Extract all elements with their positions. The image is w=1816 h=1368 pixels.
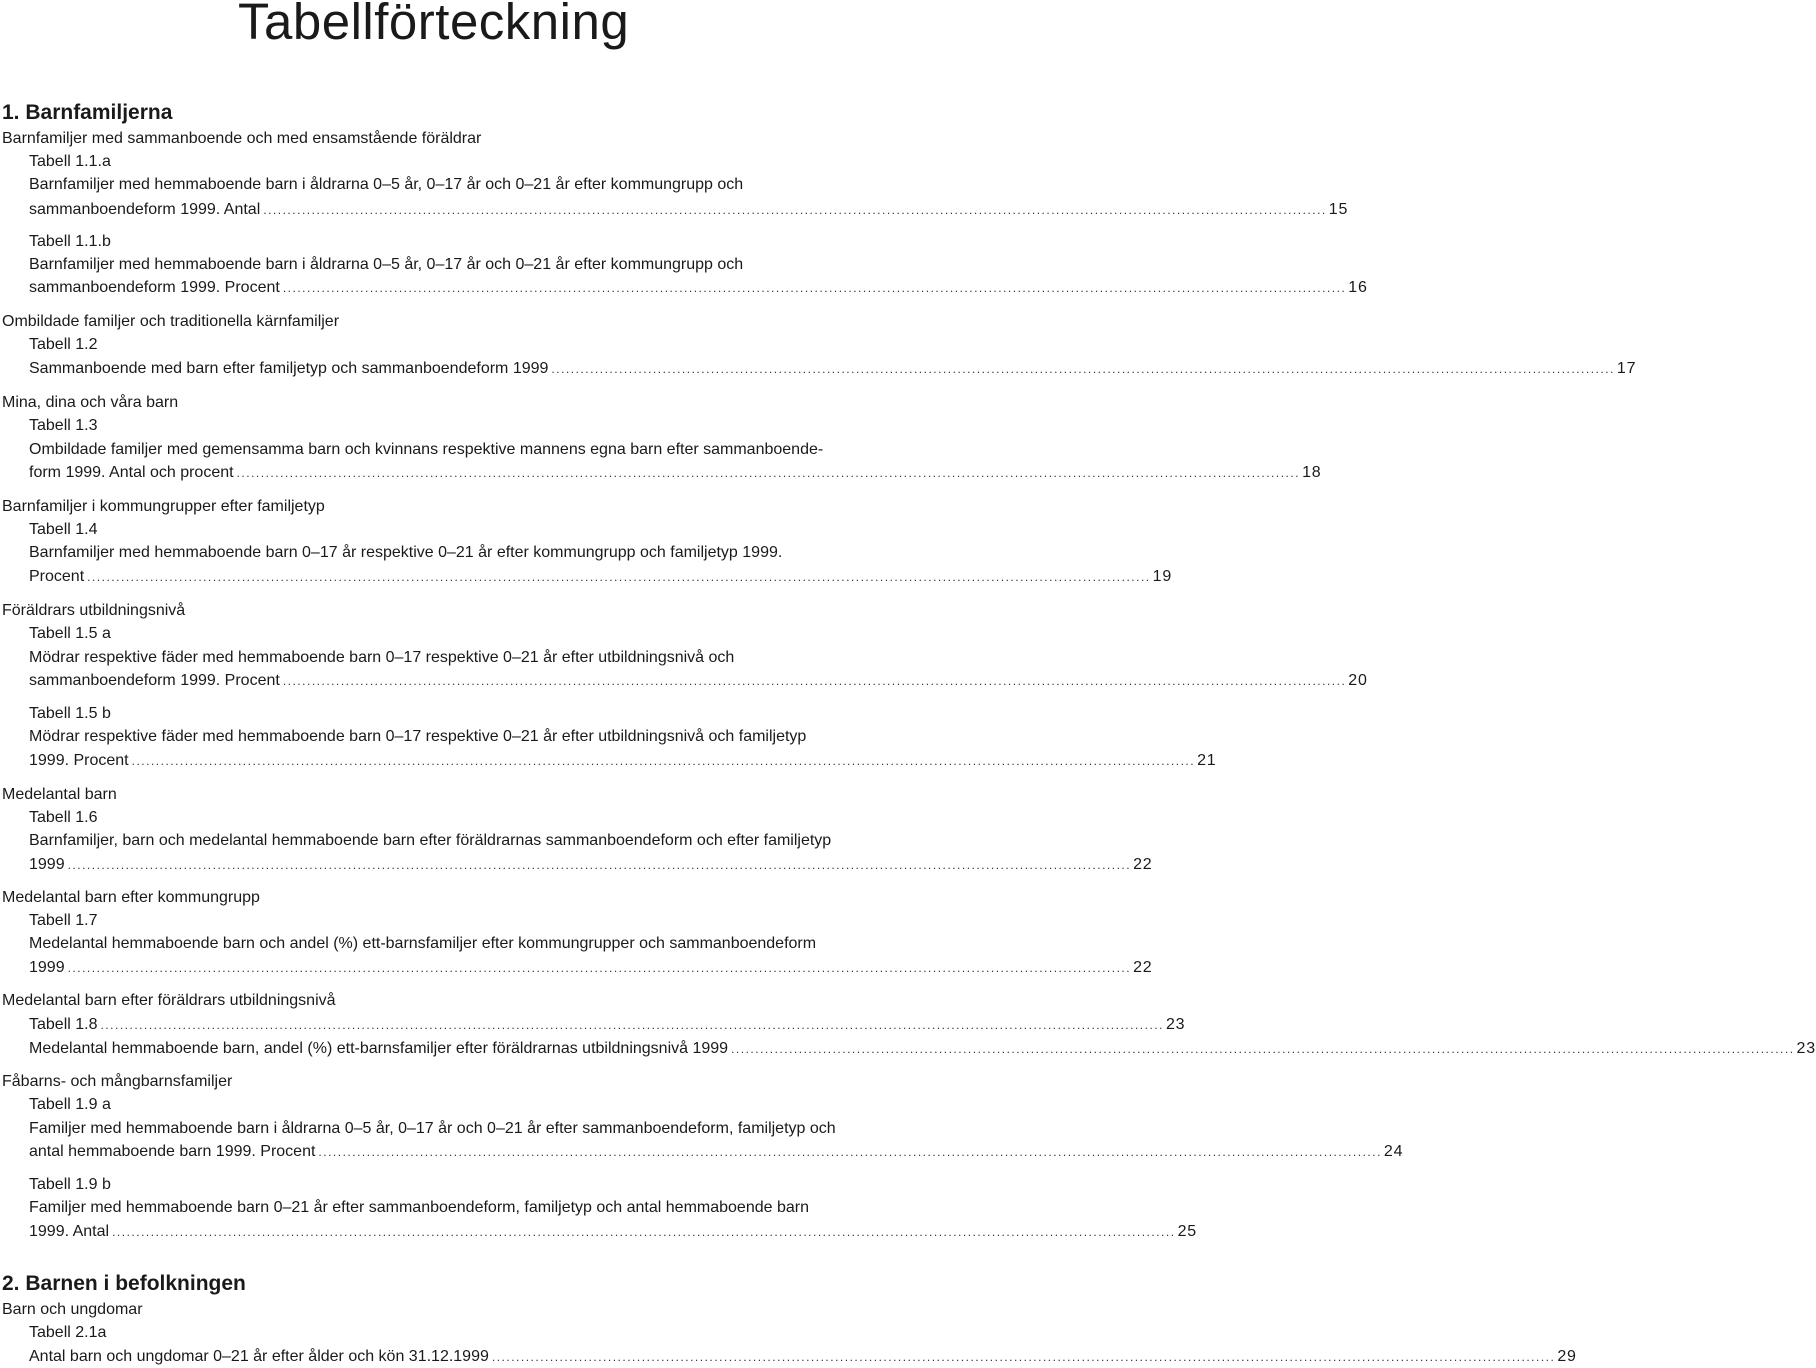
entry-title-line: Familjer med hemmaboende barn i åldrarna 0–5 år, 0–17 år och 0–21 år efter sammanboendeform, familjetyp och	[29, 1120, 836, 1137]
dot-leader: ............................................................................................................................................................................................................................	[131, 754, 1196, 768]
table-number: Tabell 1.5 b	[29, 705, 111, 722]
page-number: 24	[1383, 1143, 1404, 1160]
toc-entry-row[interactable]	[29, 278, 1368, 298]
group-label: Barnfamiljer i kommungrupper efter familjetyp	[2, 498, 325, 515]
group-label: Mina, dina och våra barn	[2, 394, 179, 411]
page-number: 23	[1796, 1040, 1816, 1057]
section-heading: 2. Barnen i befolkningen	[2, 1272, 246, 1295]
group-label: Medelantal barn efter föräldrars utbildningsnivå	[2, 992, 336, 1009]
table-number: Tabell 1.5 a	[29, 625, 111, 642]
table-number: Tabell 1.9 a	[29, 1096, 111, 1113]
entry-title: Procent	[29, 568, 85, 585]
table-number: Tabell 2.1a	[29, 1324, 107, 1341]
entry-title: Antal barn och ungdomar 0–21 år efter ålder och kön 31.12.1999	[29, 1348, 489, 1365]
group-label: Medelantal barn	[2, 786, 117, 803]
table-number: Tabell 1.6	[29, 809, 98, 826]
dot-leader: ............................................................................................................................................................................................................................	[318, 1145, 1382, 1159]
group-label: Föräldrars utbildningsnivå	[2, 602, 186, 619]
page-number: 15	[1328, 201, 1349, 218]
group-label: Ombildade familjer och traditionella kärnfamiljer	[2, 313, 340, 330]
toc-entry-row[interactable]	[29, 671, 1368, 691]
entry-title: Tabell 1.8	[29, 1016, 98, 1033]
dot-leader: ............................................................................................................................................................................................................................	[282, 674, 1347, 688]
page-number: 29	[1557, 1348, 1577, 1365]
dot-leader: ............................................................................................................................................................................................................................	[491, 1350, 1556, 1364]
dot-leader: ............................................................................................................................................................................................................................	[551, 362, 1615, 376]
toc-entry-row[interactable]	[29, 463, 1322, 483]
toc-entry-row[interactable]	[29, 958, 1153, 978]
dot-leader: ............................................................................................................................................................................................................................	[67, 961, 1132, 975]
dot-leader: ............................................................................................................................................................................................................................	[282, 281, 1347, 295]
page-number: 21	[1197, 752, 1217, 769]
toc-entry-row[interactable]	[29, 855, 1153, 875]
section-heading: 1. Barnfamiljerna	[2, 101, 173, 124]
entry-title-line: Ombildade familjer med gemensamma barn och kvinnans respektive mannens egna barn efter sammanboende-	[29, 441, 824, 458]
entry-title: form 1999. Antal och procent	[29, 464, 234, 481]
table-number: Tabell 1.1.b	[29, 233, 111, 250]
group-label: Fåbarns- och mångbarnsfamiljer	[2, 1073, 233, 1090]
entry-title: 1999	[29, 856, 65, 873]
toc-entry-row[interactable]	[29, 1222, 1197, 1242]
entry-title-line: Barnfamiljer med hemmaboende barn i åldrarna 0–5 år, 0–17 år och 0–21 år efter kommungrupp och	[29, 256, 744, 273]
page-title: Tabellförteckning	[238, 0, 630, 50]
dot-leader: ............................................................................................................................................................................................................................	[731, 1042, 1795, 1056]
group-label: Barn och ungdomar	[2, 1301, 143, 1318]
group-label: Medelantal barn efter kommungrupp	[2, 889, 260, 906]
page-number: 20	[1348, 672, 1368, 689]
table-number: Tabell 1.9 b	[29, 1176, 111, 1193]
page-number: 23	[1165, 1016, 1186, 1033]
toc-entry-row[interactable]	[29, 751, 1217, 771]
entry-title-line: Barnfamiljer, barn och medelantal hemmaboende barn efter föräldrarnas sammanboendeform och efter familjetyp	[29, 832, 832, 849]
entry-title: sammanboendeform 1999. Procent	[29, 279, 280, 296]
page-number: 19	[1152, 568, 1173, 585]
entry-title: sammanboendeform 1999. Antal	[29, 201, 261, 218]
entry-title-line: Barnfamiljer med hemmaboende barn i åldrarna 0–5 år, 0–17 år och 0–21 år efter kommungrupp och	[29, 176, 744, 193]
entry-title: antal hemmaboende barn 1999. Procent	[29, 1143, 316, 1160]
entry-title-line: Barnfamiljer med hemmaboende barn 0–17 år respektive 0–21 år efter kommungrupp och familjetyp 1999.	[29, 544, 783, 561]
entry-title: Sammanboende med barn efter familjetyp och sammanboendeform 1999	[29, 360, 549, 377]
toc-entry-row[interactable]	[29, 1015, 1186, 1035]
group-label: Barnfamiljer med sammanboende och med ensamstående föräldrar	[2, 130, 482, 147]
entry-title-line: Mödrar respektive fäder med hemmaboende barn 0–17 respektive 0–21 år efter utbildningsnivå och	[29, 649, 735, 666]
entry-title: sammanboendeform 1999. Procent	[29, 672, 280, 689]
page-number: 22	[1133, 959, 1153, 976]
page-number: 18	[1302, 464, 1322, 481]
toc-entry-row[interactable]	[29, 1142, 1404, 1162]
page-number: 22	[1133, 856, 1153, 873]
table-number: Tabell 1.2	[29, 336, 98, 353]
page-number: 25	[1177, 1223, 1197, 1240]
dot-leader: ............................................................................................................................................................................................................................	[87, 570, 1151, 584]
toc-entry-row[interactable]	[29, 1039, 1816, 1059]
entry-title-line: Familjer med hemmaboende barn 0–21 år efter sammanboendeform, familjetyp och antal hemmaboende barn	[29, 1199, 809, 1216]
table-number: Tabell 1.7	[29, 912, 98, 929]
toc-entry-row[interactable]	[29, 567, 1173, 587]
entry-title-line: Mödrar respektive fäder med hemmaboende barn 0–17 respektive 0–21 år efter utbildningsnivå och familjetyp	[29, 728, 807, 745]
toc-entry-row[interactable]	[29, 200, 1349, 220]
dot-leader: ............................................................................................................................................................................................................................	[112, 1225, 1176, 1239]
dot-leader: ............................................................................................................................................................................................................................	[236, 466, 1301, 480]
dot-leader: ............................................................................................................................................................................................................................	[100, 1018, 1164, 1032]
table-number: Tabell 1.1.a	[29, 153, 111, 170]
page-number: 17	[1616, 360, 1637, 377]
entry-title-line: Medelantal hemmaboende barn och andel (%) ett-barnsfamiljer efter kommungrupper och sammanboendeform	[29, 935, 817, 952]
table-number: Tabell 1.4	[29, 521, 98, 538]
toc-entry-row[interactable]	[29, 1347, 1577, 1367]
entry-title: 1999. Procent	[29, 752, 129, 769]
table-number: Tabell 1.3	[29, 417, 98, 434]
dot-leader: ............................................................................................................................................................................................................................	[263, 203, 1327, 217]
entry-title: 1999. Antal	[29, 1223, 110, 1240]
dot-leader: ............................................................................................................................................................................................................................	[67, 858, 1132, 872]
entry-title: Medelantal hemmaboende barn, andel (%) ett-barnsfamiljer efter föräldrarnas utbildningsnivå 1999	[29, 1040, 729, 1057]
entry-title: 1999	[29, 959, 65, 976]
toc-entry-row[interactable]	[29, 359, 1637, 379]
page-number: 16	[1348, 279, 1368, 296]
